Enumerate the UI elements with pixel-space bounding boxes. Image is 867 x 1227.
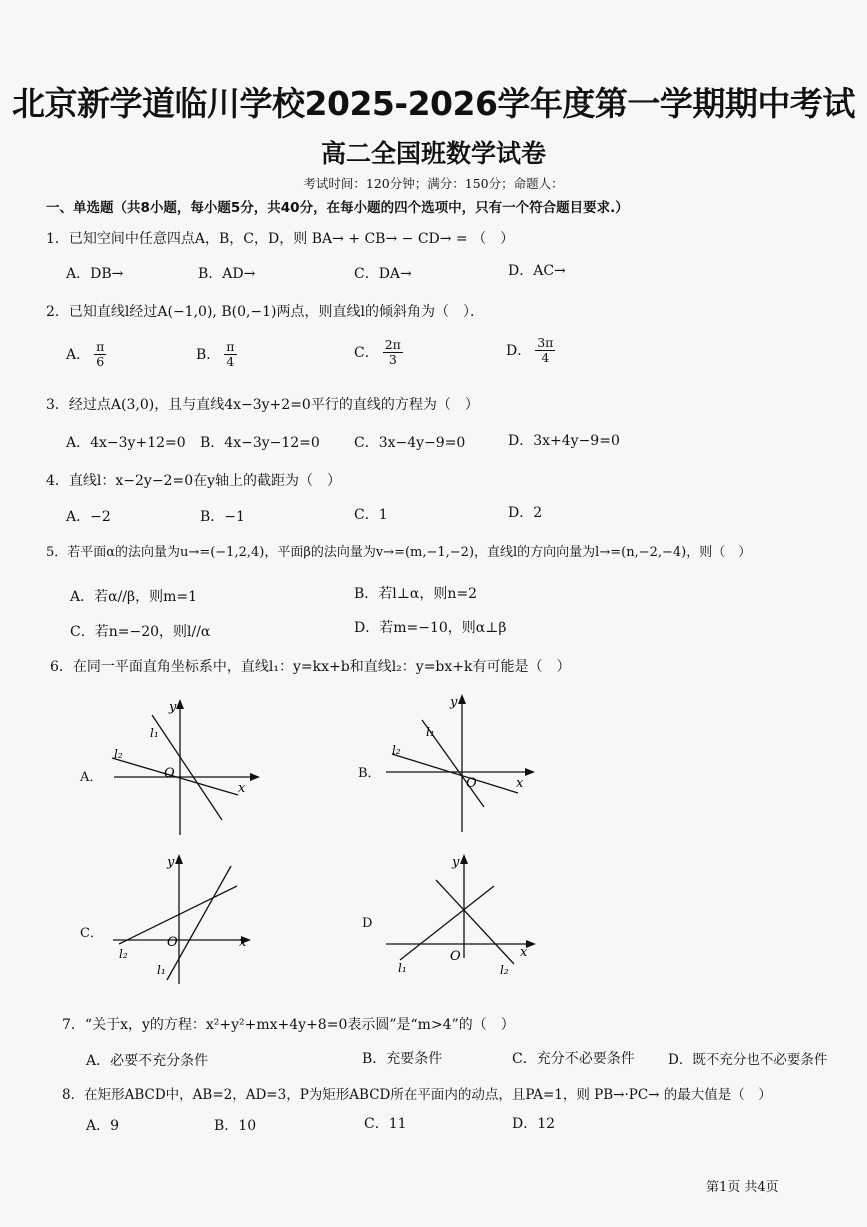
q3-option-a: A．4x−3y+12=0 (66, 435, 186, 451)
y-label: y (169, 700, 177, 715)
q5-option-b: B．若l⊥α，则n=2 (354, 586, 478, 602)
section-heading: 一、单选题（共8小题，每小题5分，共40分，在每小题的四个选项中，只有一个符合题目要求.） (46, 200, 629, 216)
line-l1 (167, 866, 231, 980)
line-l2 (119, 886, 237, 944)
q6-option-b-label: B． (358, 766, 381, 781)
q7-option-b: B．充要条件 (362, 1051, 443, 1067)
origin-label: O (450, 949, 461, 964)
x-label: x (238, 781, 246, 796)
l2-label: l₂ (119, 947, 128, 961)
question-7: 7．“关于x，y的方程：x²+y²+mx+4y+8=0表示圆”是“m>4”的（ ） (62, 1017, 515, 1033)
q4-option-c: C．1 (354, 507, 388, 523)
q6-option-a-label: A． (80, 770, 103, 785)
l1-label: l₁ (157, 963, 166, 977)
q5-option-d: D．若m=−10，则α⊥β (354, 620, 507, 636)
q1-option-d: D．AC→ (508, 263, 566, 279)
q1-option-b: B．AD→ (198, 266, 256, 282)
q5-option-a: A．若α//β，则m=1 (70, 589, 198, 605)
q5-option-c: C．若n=−20，则l//α (70, 624, 211, 640)
line-l1 (400, 886, 494, 960)
y-label: y (450, 695, 458, 710)
question-8: 8．在矩形ABCD中，AB=2，AD=3，P为矩形ABCD所在平面内的动点，且PA=1，则 PB→·PC→ 的最大值是（ ） (62, 1087, 772, 1103)
q6-graph-d (380, 848, 550, 988)
exam-info: 考试时间：120分钟；满分：150分；命题人： (303, 176, 564, 191)
origin-label: O (164, 766, 175, 781)
exam-title: 北京新学道临川学校2025-2026学年度第一学期期中考试 (12, 84, 855, 123)
question-1: 1．已知空间中任意四点A，B，C，D，则 BA→ + CB→ − CD→ = （ ） (46, 231, 515, 247)
y-label: y (167, 855, 175, 870)
q8-option-c: C．11 (364, 1116, 407, 1132)
y-axis-arrow (460, 854, 468, 864)
q1-option-c: C．DA→ (354, 266, 412, 282)
question-2: 2．已知直线l经过A(−1,0), B(0,−1)两点，则直线l的倾斜角为（ ）． (46, 304, 484, 320)
q1-option-a: A．DB→ (66, 266, 124, 282)
l2-label: l₂ (500, 963, 509, 977)
q8-option-b: B．10 (214, 1118, 257, 1134)
page-footer: 第1页 共4页 (706, 1180, 779, 1195)
l1-label: l₁ (150, 726, 159, 740)
q6-graph-c (105, 848, 265, 988)
q6-option-c-label: C． (80, 926, 103, 941)
q3-option-d: D．3x+4y−9=0 (508, 433, 620, 449)
exam-subtitle: 高二全国班数学试卷 (320, 139, 546, 168)
q3-option-c: C．3x−4y−9=0 (354, 435, 466, 451)
question-4: 4．直线l：x−2y−2=0在y轴上的截距为（ ） (46, 473, 342, 489)
q4-option-a: A．−2 (66, 509, 111, 525)
l1-label: l₁ (426, 725, 435, 739)
q6-graph-a (100, 695, 270, 840)
q4-option-d: D．2 (508, 505, 543, 521)
y-label: y (452, 855, 460, 870)
q4-option-b: B．−1 (200, 509, 245, 525)
l2-label: l₂ (392, 743, 401, 757)
l1-label: l₁ (398, 961, 407, 975)
x-label: x (239, 935, 247, 950)
q6-graph-b (380, 690, 550, 835)
q8-option-a: A．9 (86, 1118, 120, 1134)
q7-option-d: D．既不充分也不必要条件 (668, 1052, 828, 1068)
x-axis-arrow (525, 768, 535, 776)
y-axis-arrow (176, 699, 184, 709)
q6-option-d-label: D (362, 916, 373, 931)
q8-option-d: D．12 (512, 1116, 556, 1132)
q2-option-d: D． $\frac{3\pi}{4}$ (506, 335, 554, 366)
q7-option-c: C．充分不必要条件 (512, 1051, 635, 1067)
q2-option-c: C． $\frac{2\pi}{3}$ (354, 337, 401, 368)
x-label: x (516, 776, 524, 791)
y-axis-arrow (175, 854, 183, 864)
x-axis-arrow (526, 940, 536, 948)
question-6: 6．在同一平面直角坐标系中，直线l₁：y=kx+b和直线l₂：y=bx+k有可能是（ ） (50, 659, 571, 675)
question-5: 5．若平面α的法向量为u→=(−1,2,4)，平面β的法向量为v→=(m,−1,−2)，直线l的方向向量为l→=(n,−2,−4)，则（ ） (46, 545, 752, 560)
q7-option-a: A．必要不充分条件 (86, 1053, 209, 1069)
origin-label: O (167, 935, 178, 950)
x-label: x (520, 945, 528, 960)
y-axis-arrow (458, 694, 466, 704)
l2-label: l₂ (114, 747, 123, 761)
question-3: 3．经过点A(3,0)，且与直线4x−3y+2=0平行的直线的方程为（ ） (46, 397, 479, 413)
q2-option-a: A． $\frac{\pi}{6}$ (66, 339, 105, 370)
x-axis-arrow (250, 773, 260, 781)
line-l1 (152, 715, 222, 820)
origin-label: O (466, 776, 477, 791)
line-l2 (392, 754, 518, 793)
q3-option-b: B．4x−3y−12=0 (200, 435, 320, 451)
q2-option-b: B． $\frac{\pi}{4}$ (196, 339, 235, 370)
